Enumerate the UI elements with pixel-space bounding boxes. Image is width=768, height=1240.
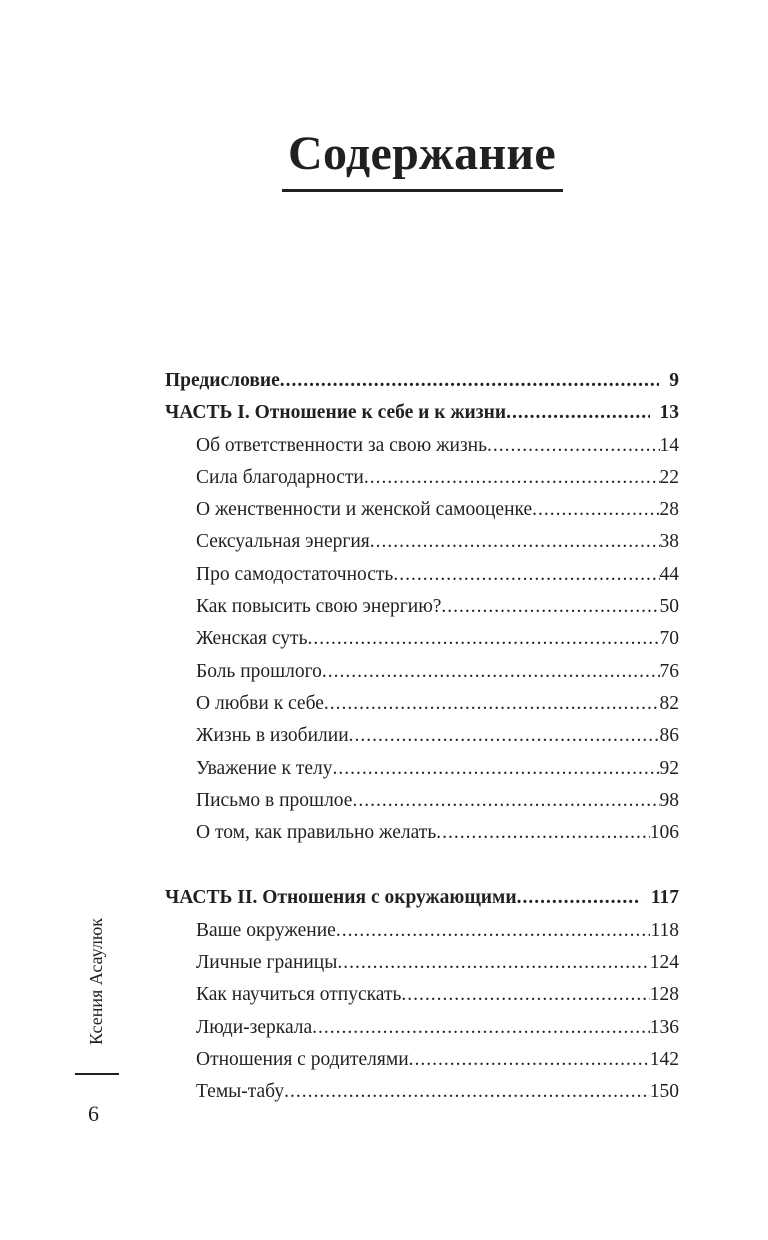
toc-entry-title: Жизнь в изобилии bbox=[196, 725, 349, 747]
toc-entry[interactable] bbox=[165, 1012, 679, 1044]
toc-entry[interactable] bbox=[165, 882, 679, 914]
toc-entry-page-number: 13 bbox=[659, 402, 679, 424]
toc-entry-title: Личные границы bbox=[196, 952, 338, 974]
toc-entry-page-number: 76 bbox=[659, 660, 679, 682]
toc-dot-leader bbox=[517, 882, 641, 914]
toc-dot-leader bbox=[284, 1076, 650, 1108]
toc-entry-page-number: 92 bbox=[659, 757, 679, 779]
toc-entry-page-number: 86 bbox=[659, 725, 679, 747]
toc-entry-title: Ваше окружение bbox=[196, 919, 336, 941]
toc-entry-title: Об ответственности за свою жизнь bbox=[196, 434, 488, 456]
toc-dot-leader bbox=[364, 462, 660, 494]
toc-entry-page-number: 98 bbox=[659, 789, 679, 811]
toc-dot-leader bbox=[337, 947, 649, 979]
toc-entry-title: Письмо в прошлое bbox=[196, 789, 353, 811]
toc-entry[interactable] bbox=[165, 785, 679, 817]
toc-entry-page-number: 22 bbox=[659, 466, 679, 488]
toc-entry-page-number: 124 bbox=[649, 952, 679, 974]
toc-entry[interactable] bbox=[165, 494, 679, 526]
toc-entry-page-number: 44 bbox=[659, 563, 679, 585]
toc-entry-title: Боль прошлого bbox=[196, 660, 322, 682]
toc-entry[interactable] bbox=[165, 559, 679, 591]
toc-entry[interactable] bbox=[165, 623, 679, 655]
toc-entry[interactable] bbox=[165, 656, 679, 688]
toc-entry[interactable] bbox=[165, 1044, 679, 1076]
toc-entry-page-number: 118 bbox=[650, 919, 679, 941]
page-number: 6 bbox=[88, 1101, 99, 1126]
toc-entry-title: Уважение к телу bbox=[196, 757, 333, 779]
toc-dot-leader bbox=[487, 430, 659, 462]
toc-entry-page-number: 50 bbox=[659, 596, 679, 618]
toc-entry-title: Про самодостаточность bbox=[196, 563, 394, 585]
toc-entry-page-number: 128 bbox=[649, 984, 679, 1006]
toc-dot-leader bbox=[352, 785, 659, 817]
toc-entry[interactable] bbox=[165, 817, 679, 849]
toc-dot-leader bbox=[393, 559, 659, 591]
toc-entry[interactable] bbox=[165, 397, 679, 429]
toc-entry[interactable] bbox=[165, 462, 679, 494]
toc-dot-leader bbox=[370, 526, 660, 558]
toc-entry-title: Предисловие bbox=[165, 370, 280, 391]
toc-entry-title: ЧАСТЬ I. Отношение к себе и к жизни bbox=[165, 402, 507, 424]
toc-entry[interactable] bbox=[165, 591, 679, 623]
toc-entry-title: О женственности и женской самооценке bbox=[196, 499, 533, 521]
toc-entry-title: О любви к себе bbox=[196, 692, 324, 714]
title-underline bbox=[282, 189, 563, 192]
toc-dot-leader bbox=[333, 753, 660, 785]
toc-entry[interactable] bbox=[165, 526, 679, 558]
toc-entry-title: Люди-зеркала bbox=[196, 1016, 313, 1038]
toc-entry-title: ЧАСТЬ II. Отношения с окружающими bbox=[165, 887, 517, 909]
toc-entry-page-number: 28 bbox=[659, 499, 679, 521]
page-title: Содержание bbox=[288, 127, 556, 180]
toc-dot-leader bbox=[336, 915, 651, 947]
toc-entry-title: О том, как правильно желать bbox=[196, 822, 437, 844]
toc-dot-leader bbox=[280, 365, 659, 397]
toc-entry-page-number: 38 bbox=[659, 531, 679, 553]
toc-entry[interactable] bbox=[165, 365, 679, 397]
toc-entry[interactable] bbox=[165, 947, 679, 979]
toc-entry-title: Как повысить свою энергию? bbox=[196, 596, 442, 618]
toc-entry-page-number: 150 bbox=[649, 1081, 679, 1103]
toc-dot-leader bbox=[506, 397, 649, 429]
toc-entry-page-number: 9 bbox=[669, 370, 679, 391]
toc-entry[interactable] bbox=[165, 915, 679, 947]
toc-entry[interactable] bbox=[165, 430, 679, 462]
toc-dot-leader bbox=[436, 817, 650, 849]
toc-dot-leader bbox=[441, 591, 659, 623]
toc-entry[interactable] bbox=[165, 688, 679, 720]
toc-entry-page-number: 136 bbox=[649, 1016, 679, 1038]
toc-entry-title: Темы-табу bbox=[196, 1081, 285, 1103]
toc-entry[interactable] bbox=[165, 753, 679, 785]
table-of-contents bbox=[165, 365, 679, 1109]
toc-entry[interactable] bbox=[165, 1076, 679, 1108]
toc-entry[interactable] bbox=[165, 979, 679, 1011]
toc-dot-leader bbox=[307, 623, 659, 655]
toc-dot-leader bbox=[349, 720, 660, 752]
toc-entry-title: Сексуальная энергия bbox=[196, 531, 370, 553]
toc-entry-page-number: 70 bbox=[659, 628, 679, 650]
toc-dot-leader bbox=[532, 494, 659, 526]
toc-entry-page-number: 14 bbox=[659, 434, 679, 456]
toc-entry-title: Отношения с родителями bbox=[196, 1048, 409, 1070]
toc-entry-page-number: 106 bbox=[649, 822, 679, 844]
toc-dot-leader bbox=[401, 979, 649, 1011]
toc-entry-title: Как научиться отпускать bbox=[196, 984, 402, 1006]
toc-entry-page-number: 117 bbox=[650, 887, 679, 909]
toc-dot-leader bbox=[322, 656, 660, 688]
toc-dot-leader bbox=[409, 1044, 650, 1076]
toc-entry-page-number: 82 bbox=[659, 692, 679, 714]
toc-dot-leader bbox=[324, 688, 660, 720]
running-author-name: Ксения Асаулюк bbox=[86, 917, 106, 1045]
toc-entry-title: Женская суть bbox=[196, 628, 308, 650]
toc-dot-leader bbox=[312, 1012, 650, 1044]
toc-entry-title: Сила благодарности bbox=[196, 466, 364, 488]
toc-entry-page-number: 142 bbox=[649, 1048, 679, 1070]
toc-entry[interactable] bbox=[165, 720, 679, 752]
footer-rule bbox=[75, 1073, 119, 1075]
